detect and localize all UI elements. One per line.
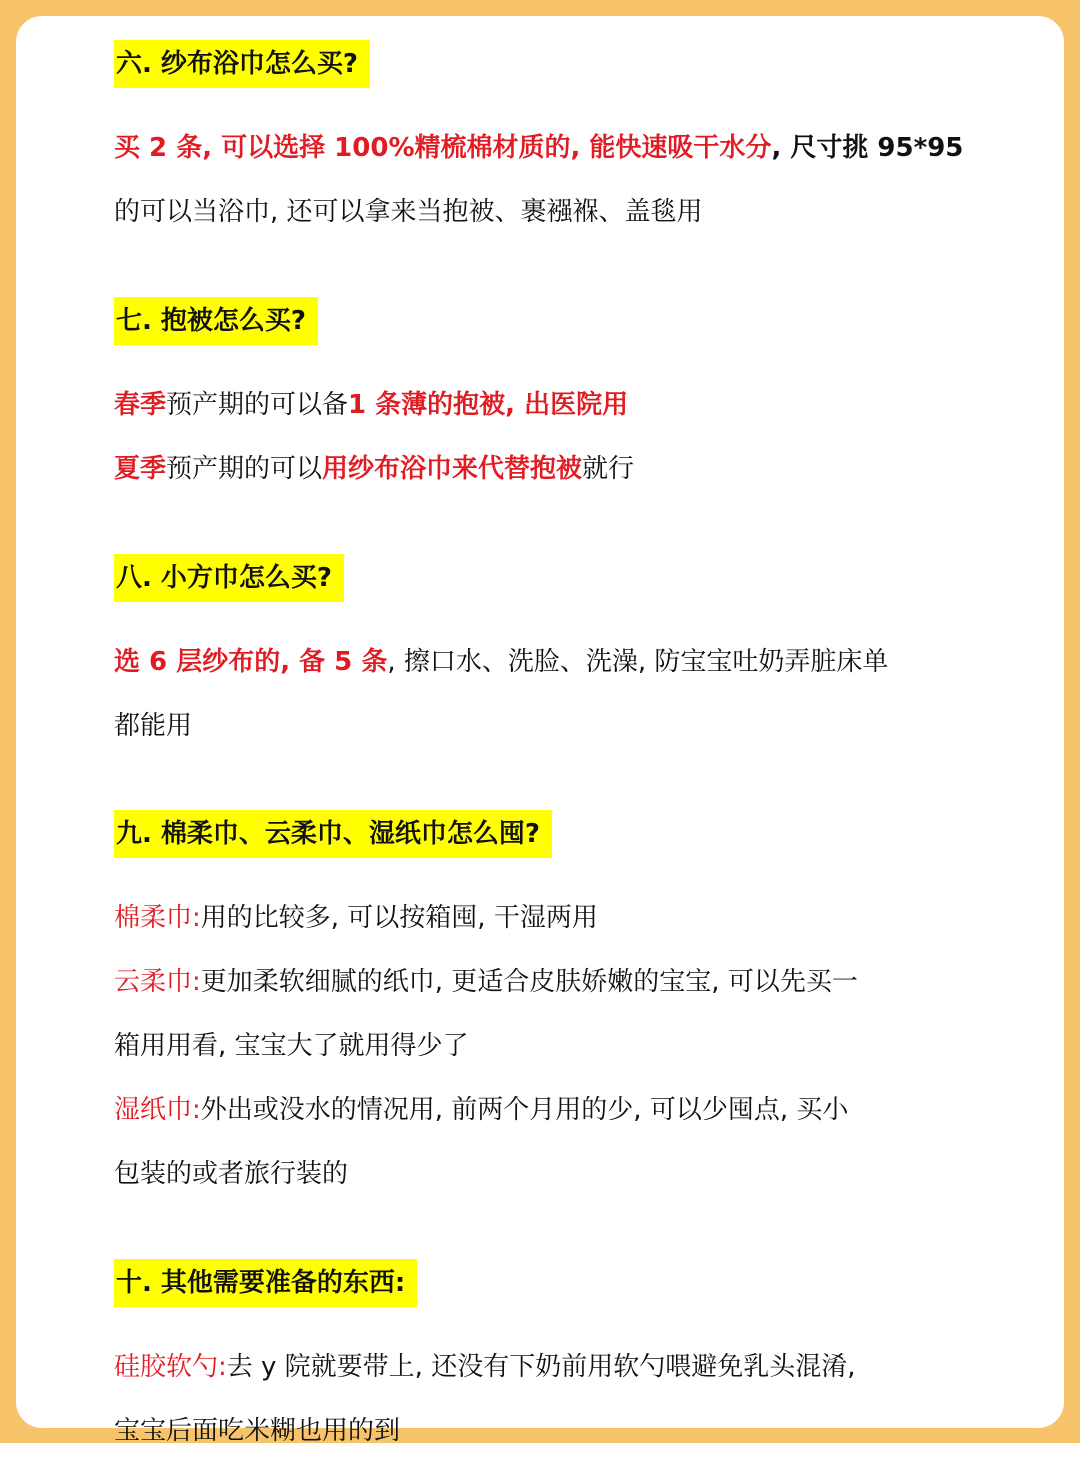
highlighted-text: 云柔巾:: [114, 967, 201, 997]
body-text: 就行: [582, 454, 635, 484]
text-line: [114, 1078, 974, 1142]
body-text: 预产期的可以备: [166, 390, 349, 420]
body-text: , 尺寸挑 95*95: [771, 133, 964, 163]
highlighted-text: 选 6 层纱布的, 备 5 条: [114, 647, 388, 677]
highlighted-text: 用纱布浴巾来代替抱被: [322, 454, 583, 484]
highlighted-text: 夏季: [114, 454, 167, 484]
body-text: 外出或没水的情况用, 前两个月用的少, 可以少囤点, 买小: [200, 1095, 849, 1125]
section-gauze-towel: [114, 40, 974, 244]
section-other-items: [114, 1259, 974, 1463]
section-heading: 六. 纱布浴巾怎么买?: [114, 40, 370, 88]
text-line: 宝宝后面吃米糊也用的到: [114, 1416, 401, 1446]
section-heading: 十. 其他需要准备的东西:: [114, 1259, 417, 1307]
text-line: [114, 630, 974, 694]
text-line: [114, 116, 974, 180]
highlighted-text: 棉柔巾:: [114, 903, 201, 933]
text-line: [114, 1335, 974, 1399]
body-text: 预产期的可以: [166, 454, 323, 484]
section-heading: 九. 棉柔巾、云柔巾、湿纸巾怎么囤?: [114, 810, 552, 858]
section-tissues: [114, 810, 974, 1206]
text-line: [114, 886, 974, 950]
text-line: 包装的或者旅行装的: [114, 1159, 349, 1189]
section-heading: 七. 抱被怎么买?: [114, 297, 318, 345]
text-line: 都能用: [114, 711, 193, 741]
body-text: 去 y 院就要带上, 还没有下奶前用软勺喂避免乳头混淆,: [226, 1352, 856, 1382]
text-line: 的可以当浴巾, 还可以拿来当抱被、裹襁褓、盖毯用: [114, 197, 703, 227]
highlighted-text: 买 2 条, 可以选择 100%精梳棉材质的, 能快速吸干水分: [114, 133, 772, 163]
highlighted-text: 湿纸巾:: [114, 1095, 201, 1125]
section-heading: 八. 小方巾怎么买?: [114, 554, 344, 602]
section-washcloth: [114, 554, 974, 758]
body-text: 更加柔软细腻的纸巾, 更适合皮肤娇嫩的宝宝, 可以先买一: [200, 967, 858, 997]
body-text: , 擦口水、洗脸、洗澡, 防宝宝吐奶弄脏床单: [387, 647, 889, 677]
highlighted-text: 春季: [114, 390, 167, 420]
text-line: 箱用用看, 宝宝大了就用得少了: [114, 1031, 469, 1061]
text-line: [114, 373, 974, 437]
section-swaddle: [114, 297, 974, 501]
highlighted-text: 1 条薄的抱被, 出医院用: [348, 390, 629, 420]
body-text: 用的比较多, 可以按箱囤, 干湿两用: [200, 903, 598, 933]
highlighted-text: 硅胶软勺:: [114, 1352, 227, 1382]
text-line: [114, 950, 974, 1014]
content-card: [16, 16, 1064, 1446]
text-line: [114, 437, 974, 501]
